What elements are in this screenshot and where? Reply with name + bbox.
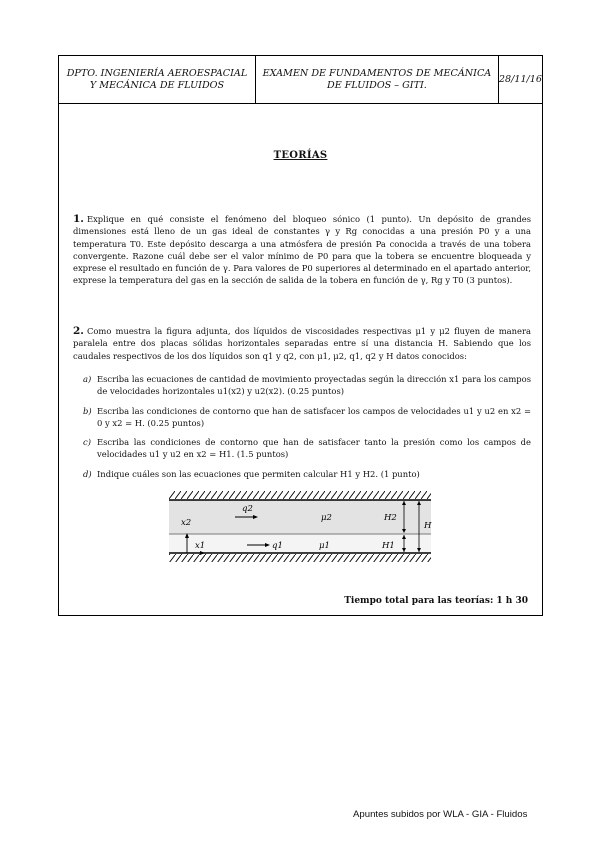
- exam-title-cell: [256, 56, 499, 103]
- question-1-text: Explique en qué consiste el fenómeno del bloqueo sónico (1 punto). Un depósito de grandes dimensiones está lleno de un gas ideal de constantes γ y Rg conocidas a una presión P0 y a una temperatura T0. Este depósito descarga a una atmósfera de presión Pa conocida a través de una tobera convergente. Razone cuál debe ser el valor mínimo de P0 para que la tobera se encuentre bloqueada y exprese el resultado en función de γ. Para valores de P0 superiores al determinado en el apartado anterior, exprese la temperatura del gas en la sección de salida de la tobera en función de γ, Rg y T0 (3 puntos).: [73, 214, 531, 286]
- question-1-number: 1.: [73, 213, 84, 225]
- exam-line-2: DE FLUIDOS – GITI.: [327, 79, 427, 91]
- x1-axis-label: x1: [195, 541, 206, 551]
- exam-date: 28/11/16: [498, 73, 542, 85]
- question-2-item-c: [83, 436, 531, 461]
- question-1: [73, 213, 531, 287]
- item-label: a): [83, 374, 92, 384]
- q1-label: q1: [272, 541, 283, 551]
- H1-label: H1: [382, 541, 395, 551]
- two-fluid-channel-figure: [169, 491, 434, 563]
- top-plate-hatch: [169, 491, 431, 499]
- bottom-plate-hatch: [169, 554, 431, 562]
- question-2: [73, 325, 531, 362]
- page-footer: Apuntes subidos por WLA - GIA - Fluidos: [353, 809, 528, 820]
- item-text: Escriba las condiciones de contorno que han de satisfacer tanto la presión como los campos de velocidades u1 y u2 en x2 = H1. (1.5 puntos): [97, 437, 531, 460]
- item-label: c): [83, 437, 91, 447]
- mu2-label: μ2: [321, 513, 332, 523]
- item-text: Indique cuáles son las ecuaciones que permiten calcular H1 y H2. (1 punto): [97, 469, 420, 479]
- H2-label: H2: [384, 513, 397, 523]
- question-2-item-a: [83, 373, 531, 398]
- date-cell: [499, 56, 542, 103]
- item-label: b): [83, 406, 92, 416]
- exam-line-1: EXAMEN DE FUNDAMENTOS DE MECÁNICA: [262, 67, 492, 79]
- section-title: TEORÍAS: [273, 150, 328, 161]
- department-line-2: Y MECÁNICA DE FLUIDOS: [89, 79, 225, 91]
- x2-axis-label: x2: [181, 518, 192, 528]
- total-time: Tiempo total para las teorías: 1 h 30: [344, 596, 528, 606]
- item-text: Escriba las condiciones de contorno que han de satisfacer los campos de velocidades u1 y u2 en x2 = 0 y x2 = H. (0.25 puntos): [97, 406, 531, 429]
- H-label: H: [424, 521, 432, 531]
- exam-sheet: [58, 55, 543, 616]
- department-cell: [59, 56, 256, 103]
- question-2-item-d: [83, 468, 531, 480]
- item-text: Escriba las ecuaciones de cantidad de movimiento proyectadas según la dirección x1 para los campos de velocidades horizontales u1(x2) y u2(x2). (0.25 puntos): [97, 374, 531, 397]
- exam-header: [59, 56, 542, 104]
- q2-label: q2: [242, 504, 253, 514]
- question-2-item-b: [83, 405, 531, 430]
- item-label: d): [83, 469, 92, 479]
- mu1-label: μ1: [319, 541, 330, 551]
- question-2-text: Como muestra la figura adjunta, dos líquidos de viscosidades respectivas μ1 y μ2 fluyen de manera paralela entre dos placas sólidas horizontales separadas entre sí una distancia H. Sabiendo que los caudales respectivos de los dos líquidos son q1 y q2, con μ1, μ2, q1, q2 y H datos conocidos:: [73, 326, 531, 361]
- department-line-1: DPTO. INGENIERÍA AEROESPACIAL: [66, 67, 248, 79]
- question-2-number: 2.: [73, 325, 84, 337]
